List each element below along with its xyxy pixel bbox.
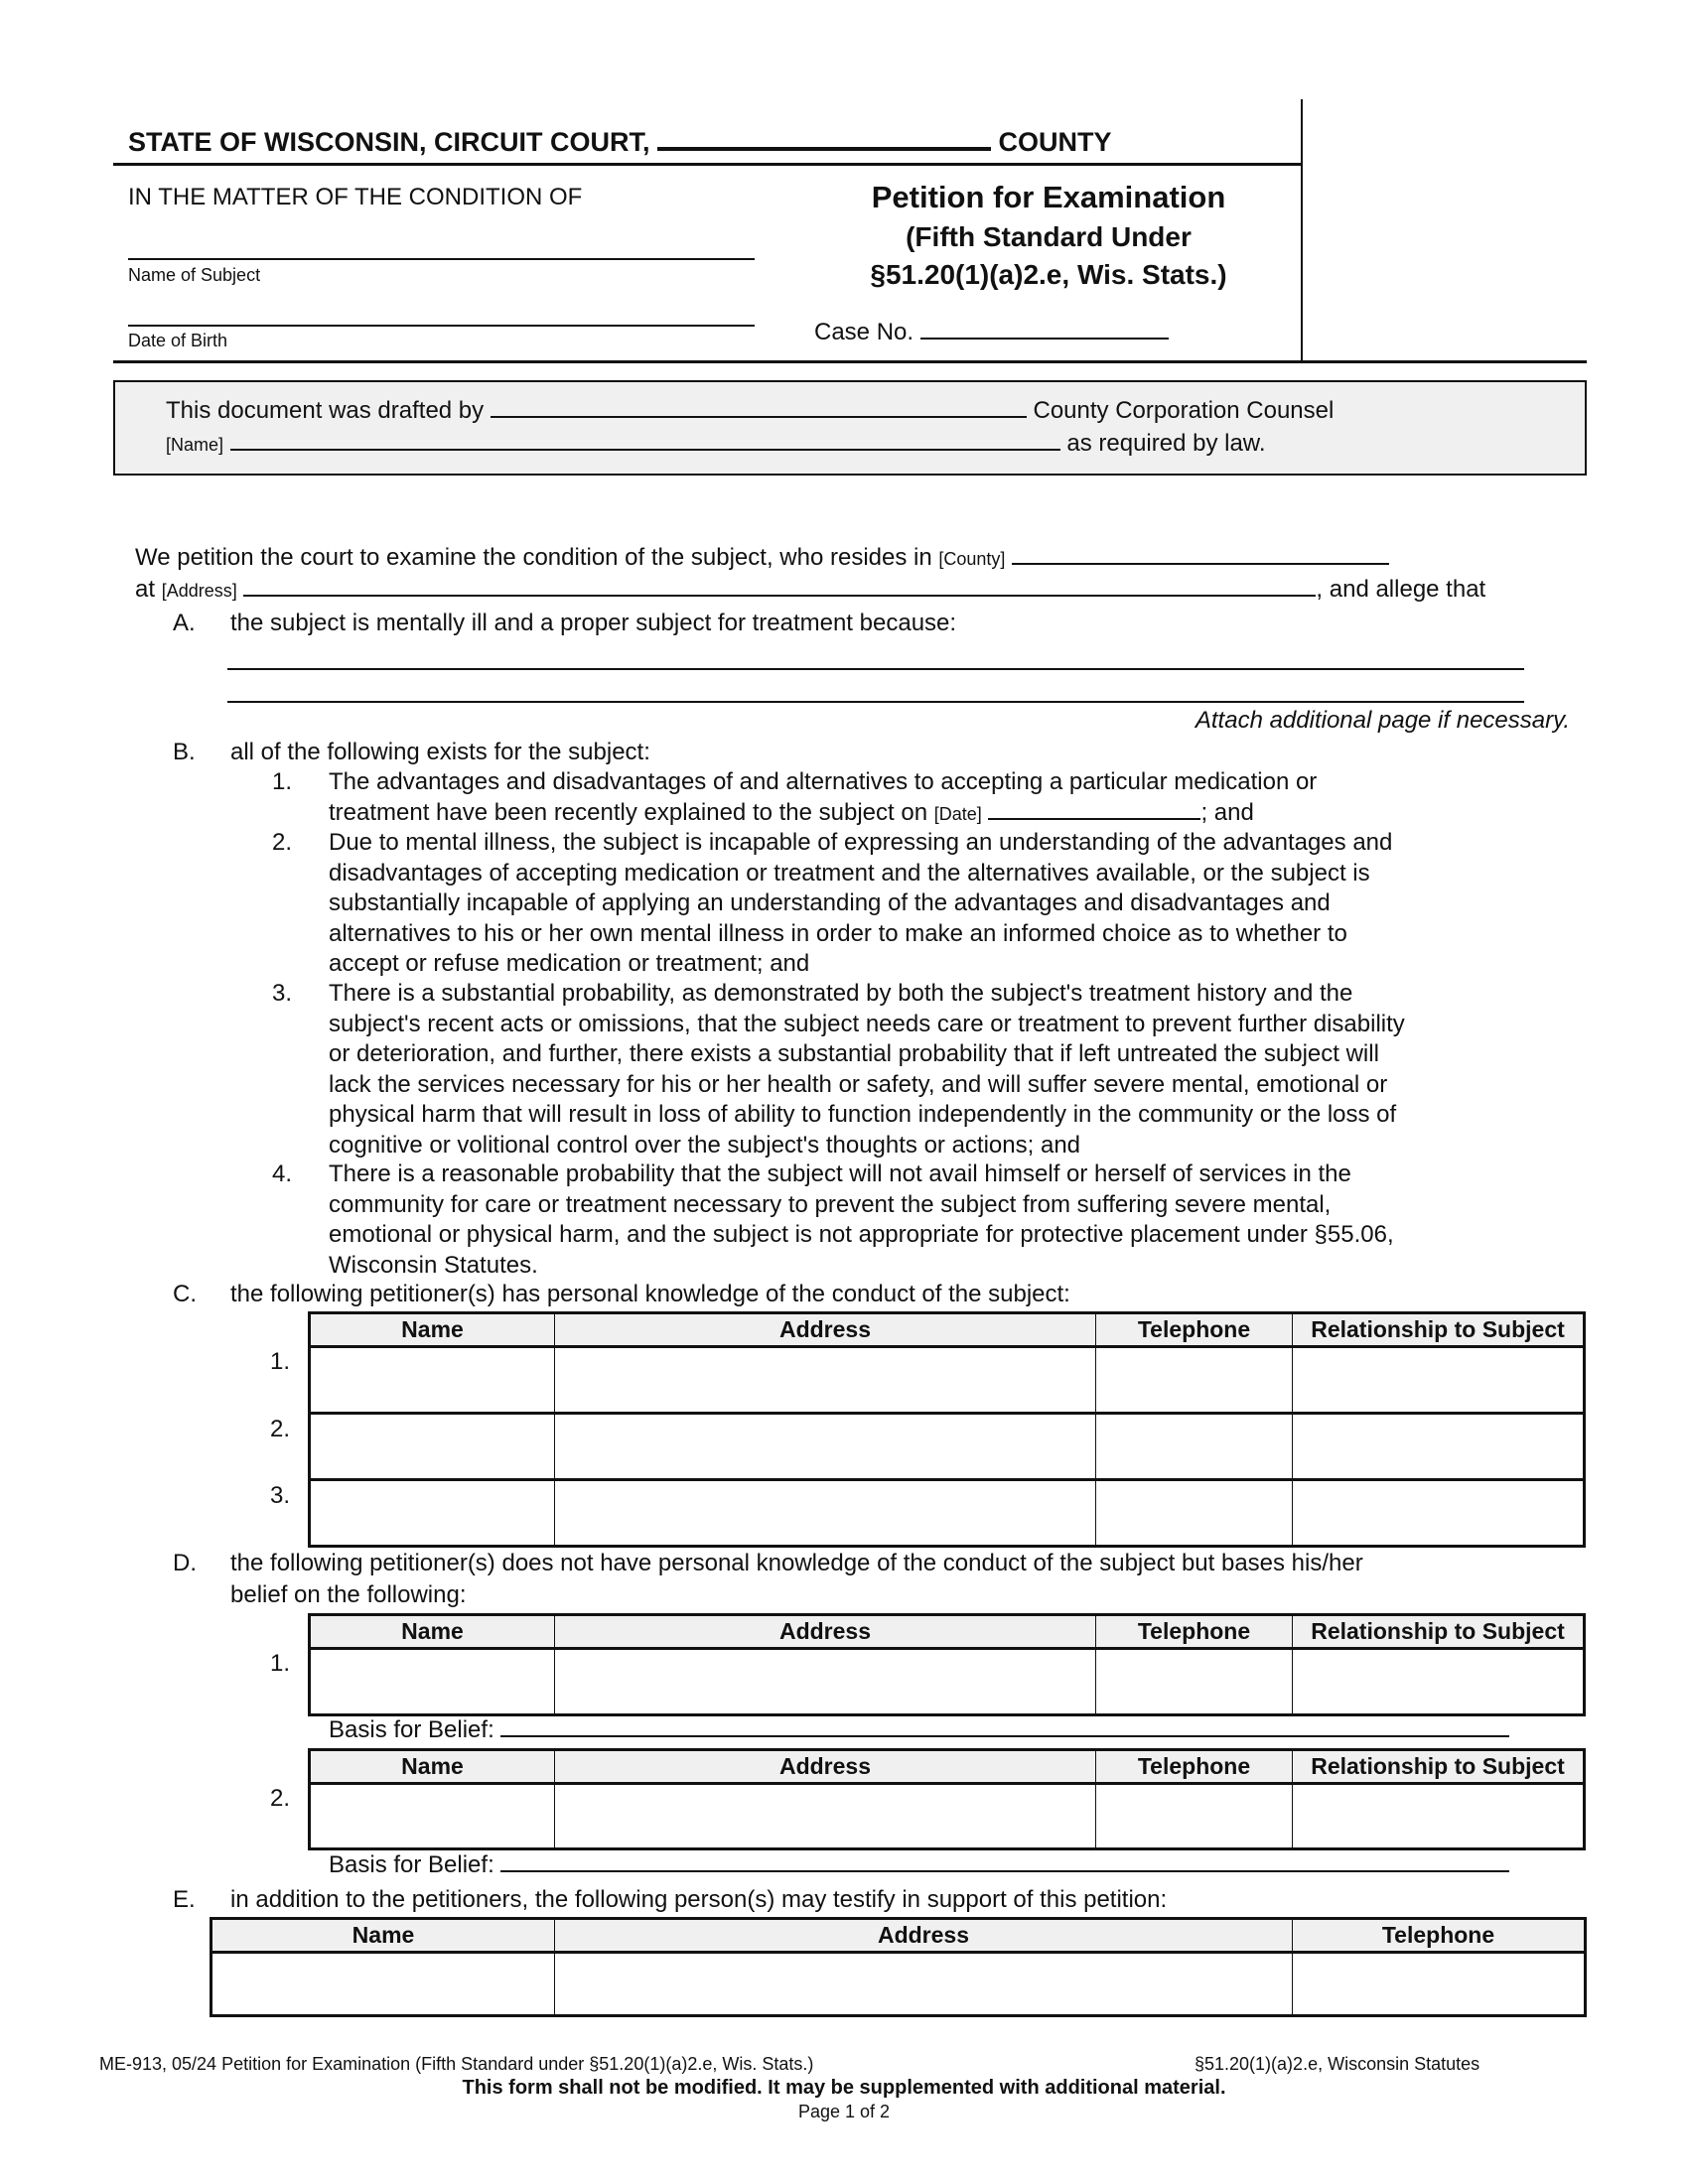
header-vertical-rule [1301, 99, 1303, 362]
table-row [310, 1784, 1585, 1849]
petitioner-belief-table-2 [308, 1748, 1586, 1850]
drafted-by-line [166, 397, 1334, 425]
form-subtitle-1: (Fifth Standard Under [906, 221, 1192, 252]
criterion-text: emotional or physical harm, and the subject is not appropriate for protective placement under §55.06, [329, 1221, 1394, 1248]
col-name: Name [310, 1750, 555, 1784]
petitioners-knowledge-table [308, 1311, 1586, 1548]
col-telephone: Telephone [1293, 1919, 1586, 1953]
name-cell[interactable] [310, 1649, 555, 1715]
section-e-letter: E. [173, 1886, 196, 1913]
criterion-text-line [329, 829, 1392, 857]
drafter-name-line [166, 430, 1265, 459]
criterion-text-line [329, 1040, 1379, 1068]
criterion-text: or deterioration, and further, there exists a substantial probability that if left untreated the subject will [329, 1040, 1379, 1067]
telephone-cell[interactable] [1096, 1649, 1293, 1715]
criterion-text-line [329, 860, 1370, 887]
address-cell[interactable] [555, 1480, 1096, 1547]
col-relationship: Relationship to Subject [1293, 1615, 1585, 1649]
case-no-field[interactable] [920, 320, 1169, 340]
section-b-text: all of the following exists for the subject: [230, 739, 650, 765]
criterion-text: treatment have been recently explained to the subject on [329, 798, 934, 826]
section-a-text: the subject is mentally ill and a proper subject for treatment because: [230, 610, 957, 636]
table-row [310, 1347, 1585, 1414]
criterion-text: disadvantages of accepting medication or treatment and the alternatives available, or the subject is [329, 859, 1370, 887]
address-field[interactable] [243, 577, 1316, 597]
criterion-text-line [329, 1101, 1396, 1129]
name-cell[interactable] [310, 1347, 555, 1414]
criterion-text: subject's recent acts or omissions, that the subject needs care or treatment to prevent further disability [329, 1010, 1405, 1037]
criterion-text-line [329, 1191, 1331, 1219]
relationship-cell[interactable] [1293, 1347, 1585, 1414]
col-name: Name [310, 1615, 555, 1649]
address-cell[interactable] [555, 1784, 1096, 1849]
col-address: Address [555, 1919, 1293, 1953]
attach-note: Attach additional page if necessary. [1195, 707, 1570, 734]
table-row [310, 1480, 1585, 1547]
drafter-name-field[interactable] [230, 431, 1060, 451]
criterion-number: 2. [272, 829, 293, 856]
basis-label: Basis for Belief: [329, 1851, 494, 1878]
section-c-text: the following petitioner(s) has personal knowledge of the conduct of the subject: [230, 1281, 1070, 1307]
page-number: Page 1 of 2 [797, 2102, 891, 2121]
section-d-text-2: belief on the following: [230, 1581, 467, 1608]
criterion-text: There is a reasonable probability that the subject will not avail himself or herself of services in the [329, 1160, 1351, 1187]
table-row [211, 1953, 1586, 2016]
col-name: Name [310, 1313, 555, 1347]
table-row [310, 1414, 1585, 1480]
telephone-cell[interactable] [1293, 1953, 1586, 2016]
name-cell[interactable] [310, 1480, 555, 1547]
criterion-text-line [329, 768, 1317, 796]
drafter-name-label: [Name] [166, 435, 224, 455]
allege-text: , and allege that [1316, 576, 1486, 603]
criterion-text: lack the services necessary for his or her health or safety, and will suffer severe mental, emotional or [329, 1070, 1388, 1098]
drafted-by-text: This document was drafted by [166, 397, 485, 424]
county-blank[interactable] [657, 125, 991, 151]
col-telephone: Telephone [1096, 1313, 1293, 1347]
criterion-text-line [329, 799, 1254, 828]
row-number: 2. [270, 1416, 291, 1442]
name-cell[interactable] [211, 1953, 555, 2016]
relationship-cell[interactable] [1293, 1480, 1585, 1547]
row-number: 3. [270, 1482, 291, 1509]
col-address: Address [555, 1615, 1096, 1649]
criterion-text: alternatives to his or her own mental illness in order to make an informed choice as to whether to [329, 919, 1347, 947]
at-text: at [135, 576, 162, 603]
address-cell[interactable] [555, 1347, 1096, 1414]
intro-line-2 [135, 576, 1485, 605]
criterion-text-line [329, 889, 1331, 917]
relationship-cell[interactable] [1293, 1649, 1585, 1715]
explained-date-field[interactable] [988, 800, 1200, 820]
required-by-law-text: as required by law. [1066, 430, 1266, 457]
telephone-cell[interactable] [1096, 1347, 1293, 1414]
col-address: Address [555, 1750, 1096, 1784]
county-hint: [County] [938, 549, 1006, 569]
form-title: Petition for Examination [871, 180, 1226, 214]
intro-text: We petition the court to examine the condition of the subject, who resides in [135, 544, 939, 571]
court-prefix: STATE OF WISCONSIN, CIRCUIT COURT, [128, 127, 650, 157]
county-label: COUNTY [998, 127, 1112, 157]
criterion-number: 3. [272, 980, 293, 1007]
drafted-by-box [113, 380, 1587, 476]
criterion-text-line [329, 1071, 1387, 1099]
criterion-text: physical harm that will result in loss of ability to function independently in the community or the loss of [329, 1101, 1397, 1128]
criterion-text-line [329, 1011, 1405, 1038]
name-cell[interactable] [310, 1414, 555, 1480]
dob-label: Date of Birth [128, 331, 228, 350]
address-cell[interactable] [555, 1953, 1293, 2016]
relationship-cell[interactable] [1293, 1784, 1585, 1849]
basis-for-belief-line [329, 1716, 1509, 1744]
basis-field[interactable] [500, 1717, 1509, 1737]
criterion-text-line [329, 920, 1347, 948]
criterion-text-line [329, 1221, 1394, 1249]
criterion-number: 4. [272, 1160, 293, 1187]
col-address: Address [555, 1313, 1096, 1347]
basis-label: Basis for Belief: [329, 1716, 494, 1743]
criterion-text-line [329, 980, 1352, 1008]
footer-statute: §51.20(1)(a)2.e, Wisconsin Statutes [1195, 2054, 1480, 2074]
criterion-text: There is a substantial probability, as demonstrated by both the subject's treatment history and the [329, 980, 1353, 1007]
petitioner-belief-table-1 [308, 1613, 1586, 1716]
row-number: 1. [270, 1650, 291, 1677]
section-c-letter: C. [173, 1281, 197, 1307]
criterion-text: The advantages and disadvantages of and alternatives to accepting a particular medication or [329, 768, 1318, 795]
col-telephone: Telephone [1096, 1615, 1293, 1649]
witness-table [210, 1917, 1587, 2017]
telephone-cell[interactable] [1096, 1784, 1293, 1849]
header-bottom-rule [113, 360, 1587, 363]
telephone-cell[interactable] [1096, 1414, 1293, 1480]
subject-name-field[interactable] [128, 258, 755, 260]
col-name: Name [211, 1919, 555, 1953]
form-subtitle-2: §51.20(1)(a)2.e, Wis. Stats.) [870, 259, 1227, 290]
residence-county-field[interactable] [1012, 545, 1389, 565]
case-number [814, 319, 1169, 346]
basis-for-belief-line [329, 1851, 1509, 1879]
telephone-cell[interactable] [1096, 1480, 1293, 1547]
intro-line-1 [135, 544, 1389, 573]
col-telephone: Telephone [1096, 1750, 1293, 1784]
section-e-text: in addition to the petitioners, the following person(s) may testify in support of this petition: [230, 1886, 1168, 1913]
section-a-letter: A. [173, 610, 196, 636]
case-no-label: Case No. [814, 319, 914, 345]
county-counsel-text: County Corporation Counsel [1033, 397, 1335, 424]
criterion-text: accept or refuse medication or treatment; and [329, 950, 810, 977]
name-cell[interactable] [310, 1784, 555, 1849]
address-cell[interactable] [555, 1649, 1096, 1715]
criterion-text-line [329, 1252, 538, 1280]
criterion-text: Due to mental illness, the subject is incapable of expressing an understanding of the advantages and [329, 829, 1393, 856]
row-number: 2. [270, 1785, 291, 1812]
address-cell[interactable] [555, 1414, 1096, 1480]
reason-field-2[interactable] [227, 701, 1524, 703]
criterion-number: 1. [272, 768, 293, 795]
row-number: 1. [270, 1348, 291, 1375]
criterion-text: Wisconsin Statutes. [329, 1251, 538, 1279]
col-relationship: Relationship to Subject [1293, 1750, 1585, 1784]
drafter-field[interactable] [491, 398, 1027, 418]
section-d-letter: D. [173, 1550, 197, 1576]
footer-notice: This form shall not be modified. It may be supplemented with additional material. [462, 2077, 1226, 2099]
criterion-tail: ; and [1200, 798, 1254, 826]
relationship-cell[interactable] [1293, 1414, 1585, 1480]
criterion-text-line [329, 1132, 1080, 1160]
table-row [310, 1649, 1585, 1715]
reason-field-1[interactable] [227, 668, 1524, 670]
basis-field[interactable] [500, 1852, 1509, 1872]
header-rule [113, 163, 1303, 166]
criterion-text: community for care or treatment necessary to prevent the subject from suffering severe mental, [329, 1190, 1332, 1218]
section-b-letter: B. [173, 739, 196, 765]
criterion-text-line [329, 950, 809, 978]
subject-name-label: Name of Subject [128, 265, 261, 285]
col-relationship: Relationship to Subject [1293, 1313, 1585, 1347]
court-heading [128, 125, 1112, 158]
criterion-text: cognitive or volitional control over the subject's thoughts or actions; and [329, 1131, 1081, 1159]
footer-form-id: ME-913, 05/24 Petition for Examination (Fifth Standard under §51.20(1)(a)2.e, Wis. Stats.) [99, 2054, 814, 2074]
matter-label: IN THE MATTER OF THE CONDITION OF [128, 184, 583, 210]
criterion-text: substantially incapable of applying an understanding of the advantages and disadvantages and [329, 889, 1331, 916]
address-hint: [Address] [161, 581, 237, 601]
section-d-text-1: the following petitioner(s) does not have personal knowledge of the conduct of the subject but bases his/her [230, 1550, 1363, 1576]
criterion-text-line [329, 1160, 1351, 1188]
date-hint: [Date] [933, 803, 982, 824]
